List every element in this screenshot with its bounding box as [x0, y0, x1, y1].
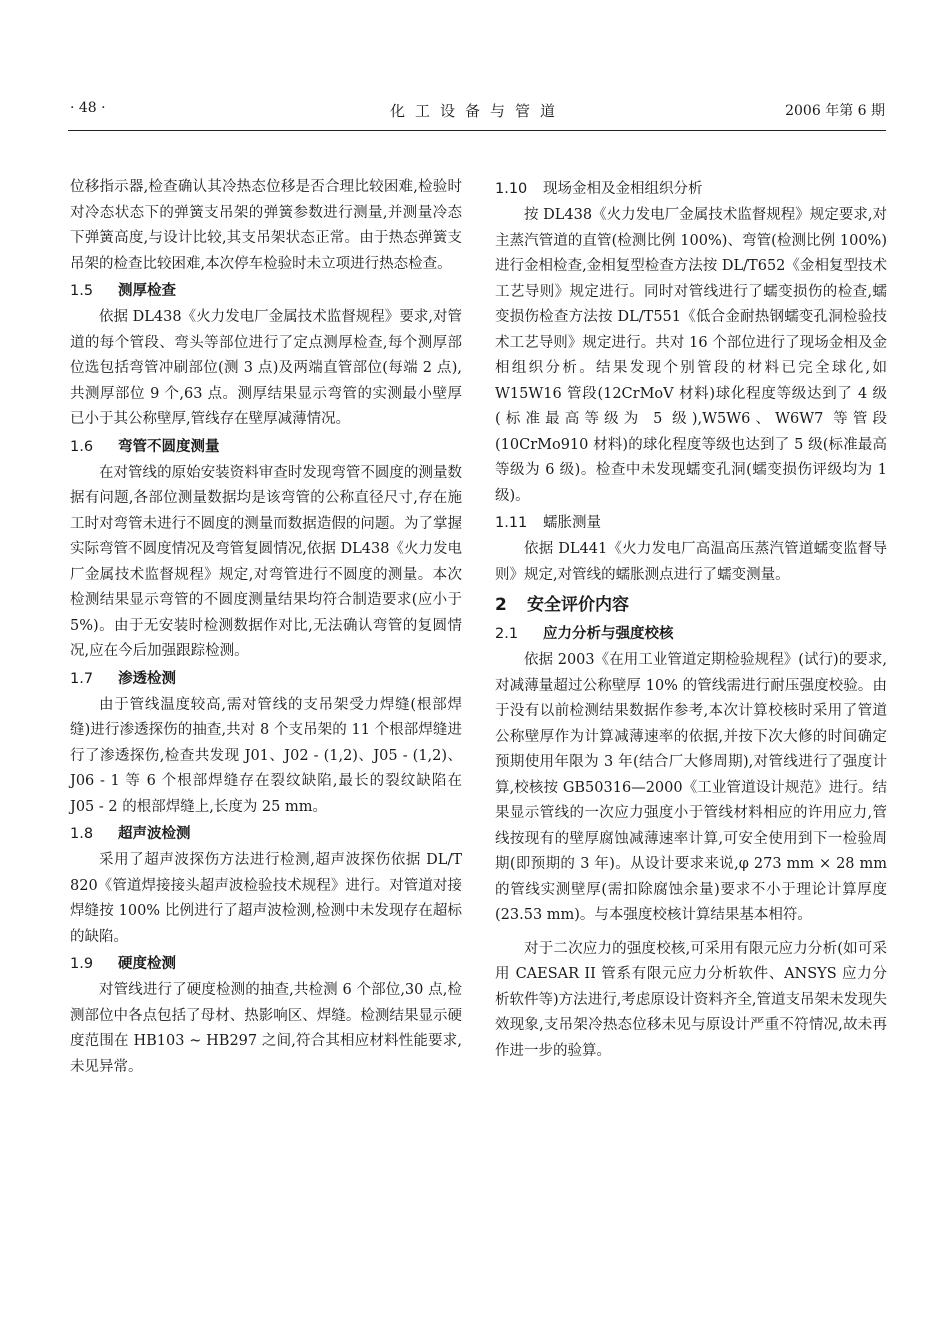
journal-title: 化工设备与管道	[389, 102, 565, 120]
section-title: 硬度检测	[118, 955, 176, 972]
right-column	[495, 175, 887, 1064]
section-number: 1.6	[70, 438, 94, 455]
section-heading-2-1	[495, 621, 887, 647]
section-body: 依据 DL438《火力发电厂金属技术监督规程》要求,对管道的每个管段、弯头等部位进行了定点测厚检查,每个测厚部位选包括弯管冲刷部位(测 3 点)及两端直管部位(每端 2 点),共测厚部位 9 个,63 点。测厚结果显示弯管的实测最小壁厚已小于其公称壁厚,管线存在壁厚减薄情况。	[70, 309, 462, 427]
section-heading-1-8	[70, 821, 462, 847]
section-heading-1-9	[70, 951, 462, 977]
section-heading-1-5	[70, 278, 462, 304]
section-number: 1.9	[70, 956, 94, 972]
section-heading-1-7	[70, 666, 462, 692]
section-number: 1.11	[495, 515, 528, 531]
header-rule	[68, 130, 886, 131]
section-body: 对管线进行了硬度检测的抽查,共检测 6 个部位,30 点,检测部位中各点包括了母材、热影响区、焊缝。检测结果显示硬度范围在 HB103 ~ HB297 之间,符合其相应材料性能要求,未见异常。	[70, 982, 462, 1075]
section-number: 1.10	[495, 181, 528, 197]
continued-paragraph: 位移指示器,检查确认其冷热态位移是否合理比较困难,检验时对冷态状态下的弹簧支吊架的弹簧参数进行测量,并测量冷态下弹簧高度,与设计比较,其支吊架状态正常。由于热态弹簧支吊架的检查比较困难,本次停车检验时未立项进行热态检查。	[70, 179, 462, 272]
section-heading-1-10	[495, 176, 887, 202]
section-heading-1-11	[495, 510, 887, 536]
section-title: 渗透检测	[118, 669, 176, 687]
section-body-continued: 对于二次应力的强度校核,可采用有限元应力分析(如可采用 CAESAR II 管系有限元应力分析软件、ANSYS 应力分析软件等)方法进行,考虑原设计资料齐全,管道支吊架未发现失效现象,支吊架冷热态位移未见与原设计严重不符情况,故未再作进一步的验算。	[495, 940, 887, 1059]
section-heading-1-6	[70, 434, 462, 460]
section-number: 1.8	[70, 826, 94, 842]
section-title: 蠕胀测量	[543, 515, 601, 531]
section-body: 由于管线温度较高,需对管线的支吊架受力焊缝(根部焊缝)进行渗透探伤的抽查,共对 8 个支吊架的 11 个根部焊缝进行了渗透探伤,检查共发现 J01、J02 - (1,2)、J05 - (1,2)、J06 - 1 等 6 个根部焊缝存在裂纹缺陷,最长的裂纹缺陷在 J05 - 2 的根部焊缝上,长度为 25 mm。	[70, 696, 462, 815]
section-number: 1.5	[70, 283, 94, 299]
chapter-number: 2	[495, 595, 507, 615]
section-title: 超声波检测	[118, 825, 191, 842]
section-body: 依据 2003《在用工业管道定期检验规程》(试行)的要求,对减薄量超过公称壁厚 10% 的管线需进行耐压强度校验。由于没有以前检测结果数据作参考,本次计算校核时采用了管道公称壁厚作为计算减薄速率的依据,并按下次大修的时间确定预期使用年限为 3 年(结合厂大修周期),对管线进行了强度计算,校核按 GB50316—2000《工业管道设计规范》进行。结果显示管线的一次应力强度小于管线材料相应的许用应力,管线按现有的壁厚腐蚀减薄速率计算,可安全使用到下一检验周期(即预期的 3 年)。从设计要求来说,φ 273 mm × 28 mm 的管线实测壁厚(需扣除腐蚀余量)要求不小于理论计算厚度(23.53 mm)。与本强度校核计算结果基本相符。	[495, 652, 887, 923]
chapter-heading-2	[495, 591, 887, 620]
chapter-title: 安全评价内容	[527, 595, 629, 615]
section-title: 应力分析与强度校核	[543, 625, 674, 642]
left-column	[70, 175, 462, 1080]
section-body: 采用了超声波探伤方法进行检测,超声波探伤依据 DL/T 820《管道焊接接头超声波检验技术规程》进行。对管道对接焊缝按 100% 比例进行了超声波检测,检测中未发现存在超标的缺陷。	[70, 852, 462, 945]
section-title: 测厚检查	[118, 282, 176, 299]
section-number: 1.7	[70, 670, 94, 687]
page-number: · 48 ·	[70, 100, 106, 116]
section-body: 在对管线的原始安装资料审查时发现弯管不圆度的测量数据有问题,各部位测量数据均是该弯管的公称直径尺寸,存在施工时对弯管未进行不圆度的测量而数据造假的问题。为了掌握实际弯管不圆度情况及弯管复圆情况,依据 DL438《火力发电厂金属技术监督规程》规定,对弯管进行不圆度的测量。本次检测结果显示弯管的不圆度测量结果均符合制造要求(应小于 5%)。由于无安装时检测数据作对比,无法确认弯管的复圆情况,应在今后加强跟踪检测。	[70, 464, 462, 659]
section-body: 按 DL438《火力发电厂金属技术监督规程》规定要求,对主蒸汽管道的直管(检测比例 100%)、弯管(检测比例 100%)进行金相检查,金相复型检查方法按 DL/T652《金相复型技术工艺导则》规定进行。同时对管线进行了蠕变损伤的检查,蠕变损伤检查方法按 DL/T551《低合金耐热钢蠕变孔洞检验技术工艺导则》规定进行。共对 16 个部位进行了现场金相及金相组织分析。结果发现个别管段的材料已完全球化,如 W15W16 管段(12CrMoV 材料)球化程度等级达到了 4 级(标准最高等级为 5 级),W5W6、W6W7 等管段(10CrMo910 材料)的球化程度等级也达到了 5 级(标准最高等级为 6 级)。检查中未发现蠕变孔洞(蠕变损伤评级均为 1 级)。	[495, 207, 887, 504]
issue-label: 2006 年第 6 期	[785, 103, 885, 119]
running-header	[70, 100, 885, 124]
section-title: 弯管不圆度测量	[118, 437, 220, 455]
section-number: 2.1	[495, 626, 519, 642]
section-title: 现场金相及金相组织分析	[543, 181, 703, 197]
section-body: 依据 DL441《火力发电厂高温高压蒸汽管道蠕变监督导则》规定,对管线的蠕胀测点进行了蠕变测量。	[495, 541, 887, 583]
